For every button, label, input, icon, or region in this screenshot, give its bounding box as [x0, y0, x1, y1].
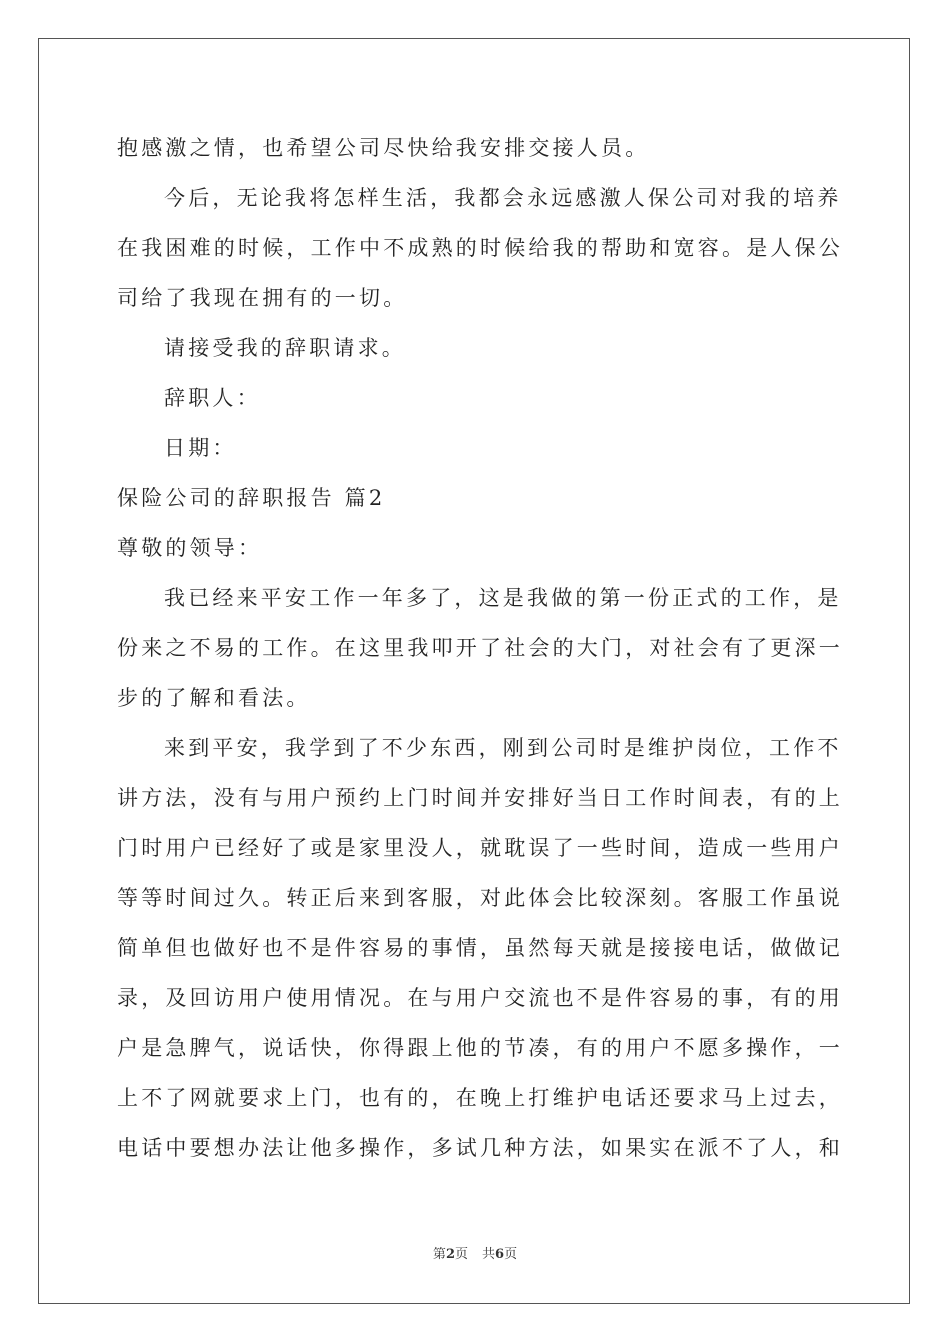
text-line: 今后，无论我将怎样生活，我都会永远感激人保公司对我的培养 — [164, 186, 842, 210]
text-line: 等等时间过久。转正后来到客服，对此体会比较深刻。客服工作虽说 — [117, 886, 843, 910]
text-line: 请接受我的辞职请求。 — [164, 336, 406, 360]
text-line: 在我困难的时候，工作中不成熟的时候给我的帮助和宽容。是人保公 — [117, 236, 843, 260]
date-label: 日期： — [164, 436, 237, 460]
total-pages: 6 — [495, 1247, 505, 1262]
text-line: 司给了我现在拥有的一切。 — [117, 286, 408, 310]
text-line: 我已经来平安工作一年多了，这是我做的第一份正式的工作，是 — [164, 586, 842, 610]
page-suffix: 页 — [454, 1247, 468, 1262]
total-suffix: 页 — [504, 1247, 518, 1262]
page-number: 2 — [445, 1247, 455, 1262]
text-line: 份来之不易的工作。在这里我叩开了社会的大门，对社会有了更深一 — [117, 636, 843, 660]
page-footer — [0, 1246, 950, 1264]
text-line: 电话中要想办法让他多操作，多试几种方法，如果实在派不了人，和 — [117, 1136, 843, 1160]
text-line: 录，及回访用户使用情况。在与用户交流也不是件容易的事，有的用 — [117, 986, 843, 1010]
total-prefix: 共 — [482, 1247, 496, 1262]
text-line: 简单但也做好也不是件容易的事情，虽然每天就是接接电话，做做记 — [117, 936, 843, 960]
text-line: 讲方法，没有与用户预约上门时间并安排好当日工作时间表，有的上 — [117, 786, 843, 810]
text-line: 门时用户已经好了或是家里没人，就耽误了一些时间，造成一些用户 — [117, 836, 843, 860]
text-line: 步的了解和看法。 — [117, 686, 311, 710]
section-heading: 保险公司的辞职报告 篇2 — [117, 486, 386, 510]
signer-label: 辞职人： — [164, 386, 261, 410]
salutation: 尊敬的领导： — [117, 536, 263, 560]
page-prefix: 第 — [432, 1247, 446, 1262]
text-line: 来到平安，我学到了不少东西，刚到公司时是维护岗位，工作不 — [164, 736, 842, 760]
text-line: 上不了网就要求上门，也有的，在晚上打维护电话还要求马上过去， — [117, 1086, 843, 1110]
text-line: 户是急脾气，说话快，你得跟上他的节凑，有的用户不愿多操作，一 — [117, 1036, 843, 1060]
page-border — [38, 38, 910, 1304]
text-line: 抱感激之情，也希望公司尽快给我安排交接人员。 — [117, 136, 650, 160]
